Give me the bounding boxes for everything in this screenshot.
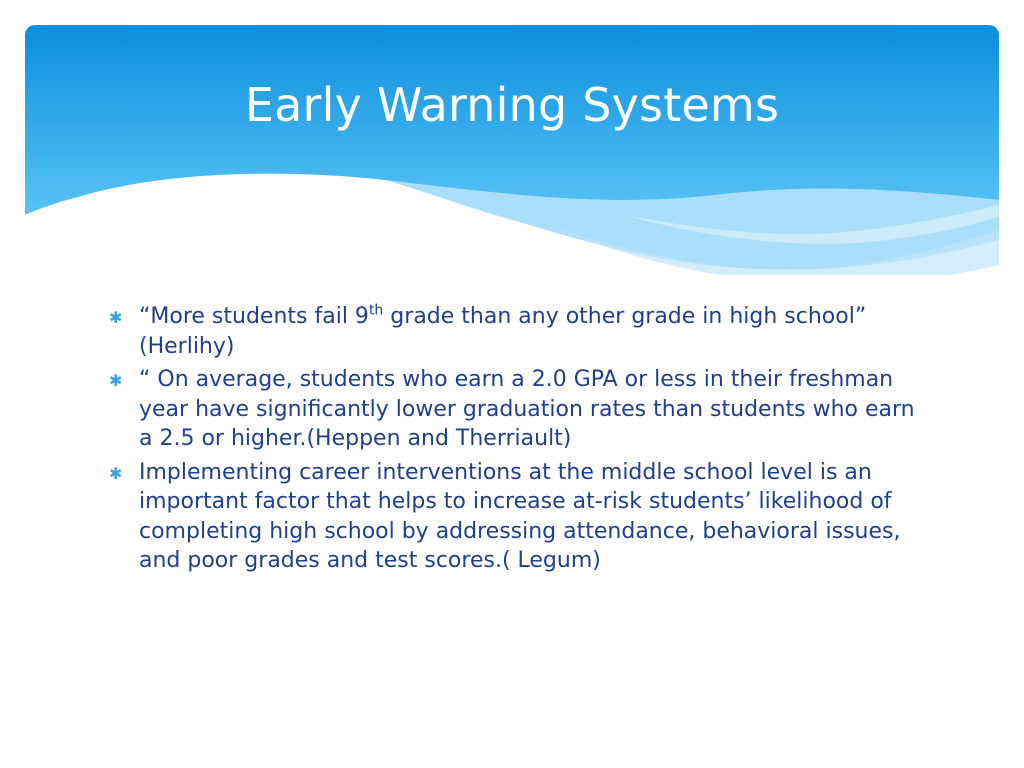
bullet-item (104, 365, 924, 454)
slide-title: Early Warning Systems (244, 78, 780, 132)
header-banner (25, 25, 999, 275)
asterisk-bullet-icon: ✱ (109, 463, 123, 483)
bullet-item (104, 458, 924, 576)
bullet-text: Implementing career interventions at the middle school level is an important factor that helps to increase at-risk students’ likelihood of completing high school by addressing attendance, behavioral issues, and poor grades and test scores.( Legum) (139, 459, 901, 573)
bullet-text-end: grade than any other grade in high school” (Herlihy) (139, 304, 867, 359)
bullet-superscript: th (368, 302, 384, 319)
header-wave-graphic (25, 25, 999, 275)
bullet-item (104, 302, 924, 361)
bullet-text: “ On average, students who earn a 2.0 GPA or less in their freshman year have significantly lower graduation rates than students who earn a 2.5 or higher.(Heppen and Therriault) (139, 367, 915, 451)
asterisk-bullet-icon: ✱ (109, 308, 123, 327)
bullet-list (104, 302, 924, 580)
asterisk-bullet-icon: ✱ (109, 371, 123, 390)
bullet-text-start: “More students fail 9 (139, 304, 369, 329)
